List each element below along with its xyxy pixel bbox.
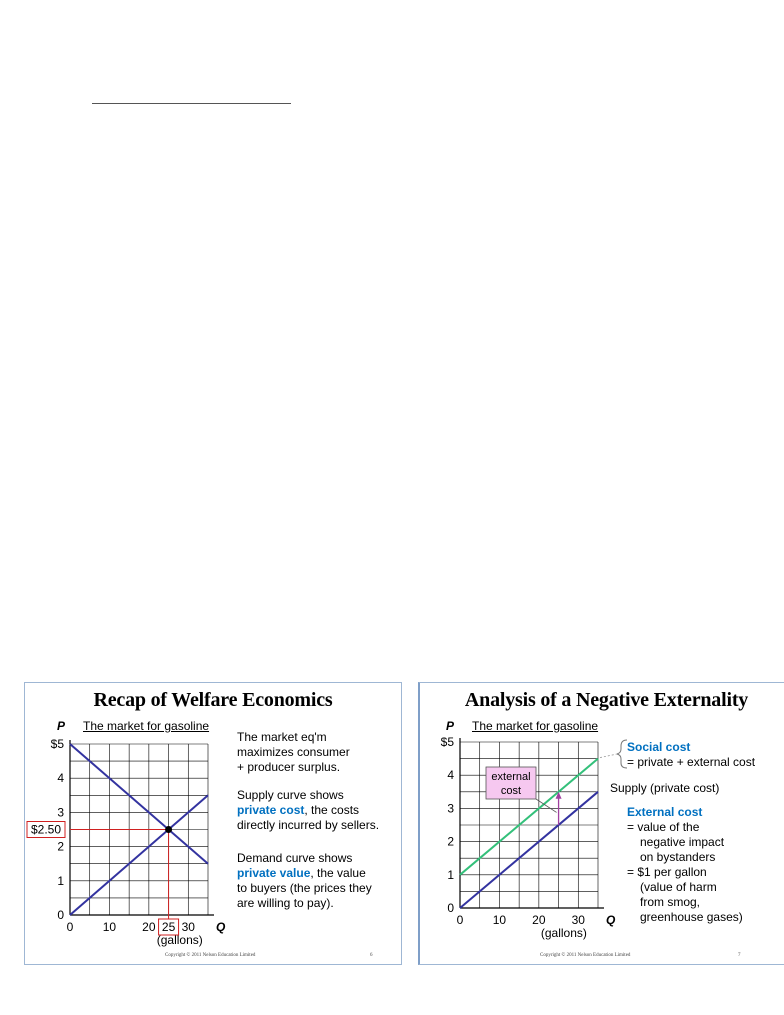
y-tick-label: 4	[57, 771, 64, 786]
q-axis-label: Q	[216, 920, 226, 934]
y-tick-label: 4	[447, 768, 454, 783]
note-line: on bystanders	[640, 850, 716, 864]
social-cost-def: = private + external cost	[627, 755, 756, 769]
page-number: 7	[738, 953, 741, 958]
external-cost-callout-label: external	[491, 771, 531, 783]
blank-title-rule	[92, 103, 291, 104]
p-axis-label: P	[446, 719, 455, 733]
copyright-text: Copyright © 2011 Nelson Education Limited	[540, 953, 631, 958]
note-line: to buyers (the prices they	[237, 881, 372, 895]
external-cost-title: External cost	[627, 805, 703, 819]
note-external-cost	[627, 805, 743, 925]
quantity-unit-label: (gallons)	[540, 926, 587, 940]
slide-recap-welfare	[24, 682, 402, 965]
supply-curve	[460, 792, 598, 908]
external-cost-callout-label: cost	[500, 785, 522, 797]
y-tick-label: 1	[447, 867, 454, 882]
social-cost-leader	[600, 754, 617, 758]
slide-negative-externality	[418, 682, 784, 965]
equilibrium-point	[165, 826, 172, 833]
slide-title: Analysis of a Negative Externality	[464, 689, 749, 711]
chart-subtitle: The market for gasoline	[472, 719, 599, 733]
note-social-cost	[627, 740, 755, 770]
private-cost-term: private cost	[237, 803, 305, 817]
copyright-text: Copyright © 2011 Nelson Education Limited	[165, 953, 256, 958]
note-line: are willing to pay).	[237, 896, 334, 910]
note-supply	[237, 788, 379, 833]
y-tick-label: $5	[440, 735, 454, 749]
y-tick-label: 3	[447, 801, 454, 816]
note-line: = value of the	[627, 820, 700, 834]
y-tick-label: 2	[447, 834, 454, 849]
x-tick-label: 30	[571, 913, 585, 927]
note-line: maximizes consumer	[237, 745, 350, 759]
note-line	[237, 803, 379, 818]
note-line: from smog,	[640, 895, 701, 909]
note-line: (value of harm	[640, 880, 717, 894]
note-line: Demand curve shows	[237, 851, 353, 865]
supply-curve-label: Supply (private cost)	[610, 781, 720, 795]
y-tick-label: 3	[57, 805, 64, 820]
price-marker-label: $2.50	[30, 822, 62, 837]
note-line: + producer surplus.	[237, 760, 341, 774]
social-cost-title: Social cost	[627, 740, 691, 754]
chart-subtitle: The market for gasoline	[83, 719, 210, 733]
page-number: 6	[370, 953, 373, 958]
q-axis-label: Q	[606, 913, 616, 927]
supply-curve	[70, 795, 208, 915]
note-line: directly incurred by sellers.	[237, 818, 380, 832]
x-tick-label: 0	[456, 913, 464, 927]
p-axis-label: P	[57, 719, 66, 733]
y-tick-label: 0	[57, 908, 64, 922]
x-tick-label: 20	[532, 913, 546, 927]
note-line: Supply curve shows	[237, 788, 344, 802]
note-fragment: , the costs	[304, 803, 360, 817]
quantity-unit-label: (gallons)	[156, 933, 203, 947]
note-line: = $1 per gallon	[627, 865, 707, 879]
note-demand	[237, 851, 372, 911]
x-tick-label: 10	[102, 920, 117, 934]
y-tick-label: 0	[447, 901, 454, 915]
y-tick-label: 2	[57, 839, 64, 854]
social-cost-brace	[617, 740, 627, 768]
note-line: negative impact	[640, 835, 725, 849]
note-fragment: , the value	[310, 866, 366, 880]
x-tick-label: 30	[181, 920, 195, 934]
slide-title: Recap of Welfare Economics	[93, 689, 333, 711]
quantity-marker-label: 25	[161, 920, 176, 934]
y-tick-label: $5	[50, 737, 64, 751]
note-line: greenhouse gases)	[640, 910, 743, 924]
x-tick-label: 10	[492, 913, 507, 927]
y-tick-label: 1	[57, 873, 64, 888]
note-line	[237, 866, 372, 881]
x-tick-label: 0	[66, 920, 74, 934]
private-value-term: private value	[237, 866, 311, 880]
x-tick-label: 20	[142, 920, 156, 934]
demand-curve	[70, 744, 208, 864]
note-line: The market eq'm	[237, 730, 327, 744]
note-equilibrium	[237, 730, 350, 775]
